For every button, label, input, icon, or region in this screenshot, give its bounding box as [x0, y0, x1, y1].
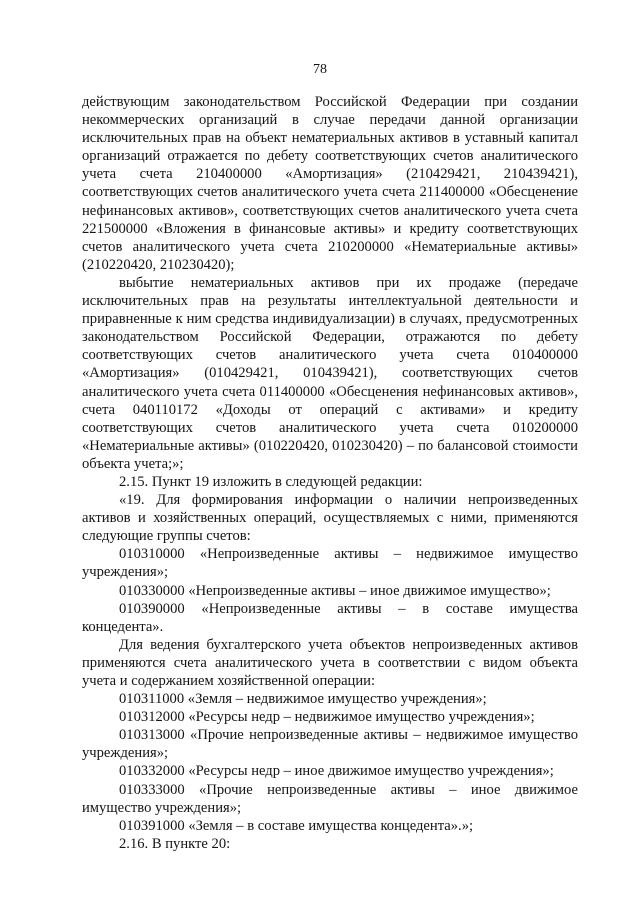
paragraph: 010310000 «Непроизведенные активы – недвижимое имущество учреждения»; — [82, 546, 578, 581]
paragraph: 2.16. В пункте 20: — [119, 835, 231, 852]
paragraph: действующим законодательством Российской Федерации при создании некоммерческих организаций в случае передачи данной организации исключительных прав на объект нематериальных активов в уставный капитал организаций отражается по дебету соответствующих счетов аналитического учета счета 210400000 «Амортизация» (210429421, 210439421), соответствующих счетов аналитического учета счета 211400000 «Обесценение нефинансовых активов», соответствующих счетов аналитического учета счета 221500000 «Вложения в финансовые активы» и кредиту соответствующих счетов аналитического учета счета 210200000 «Нематериальные активы» (210220420, 210230420); — [82, 94, 578, 273]
paragraph: «19. Для формирования информации о наличии непроизведенных активов и хозяйственных операций, осуществляемых с ними, применяются следующие группы счетов: — [82, 492, 578, 545]
paragraph: 010313000 «Прочие непроизведенные активы – недвижимое имущество учреждения»; — [82, 727, 578, 762]
page-number: 78 — [313, 62, 327, 77]
paragraph: 010390000 «Непроизведенные активы – в составе имущества концедента». — [82, 600, 578, 635]
paragraph: 010332000 «Ресурсы недр – иное движимое имущество учреждения»; — [119, 763, 554, 780]
paragraph: 010391000 «Земля – в составе имущества концедента».»; — [119, 817, 474, 834]
paragraph: 010311000 «Земля – недвижимое имущество учреждения»; — [119, 691, 487, 708]
paragraph: 010333000 «Прочие непроизведенные активы – иное движимое имущество учреждения»; — [82, 781, 578, 816]
paragraph: 010312000 «Ресурсы недр – недвижимое имущество учреждения»; — [119, 709, 535, 726]
paragraph: Для ведения бухгалтерского учета объектов непроизведенных активов применяются счета аналитического учета в соответствии с видом объекта учета и содержанием хозяйственной операции: — [82, 636, 578, 689]
document-body — [82, 93, 578, 853]
paragraph: 2.15. Пункт 19 изложить в следующей редакции: — [119, 473, 423, 490]
paragraph: 010330000 «Непроизведенные активы – иное движимое имущество»; — [119, 582, 551, 599]
paragraph: выбытие нематериальных активов при их продаже (передаче исключительных прав на результаты интеллектуальной деятельности и приравненные к ним средства индивидуализации) в случаях, предусмотренных законодательством Российской Федерации, отражаются по дебету соответствующих счетов аналитического учета счета 010400000 «Амортизация» (010429421, 010439421), соответствующих счетов аналитического учета счета 011400000 «Обесценения нефинансовых активов», счета 040110172 «Доходы от операций с активами» и кредиту соответствующих счетов аналитического учета счета 010200000 «Нематериальные активы» (010220420, 010230420) – по балансовой стоимости объекта учета;»; — [82, 274, 578, 472]
